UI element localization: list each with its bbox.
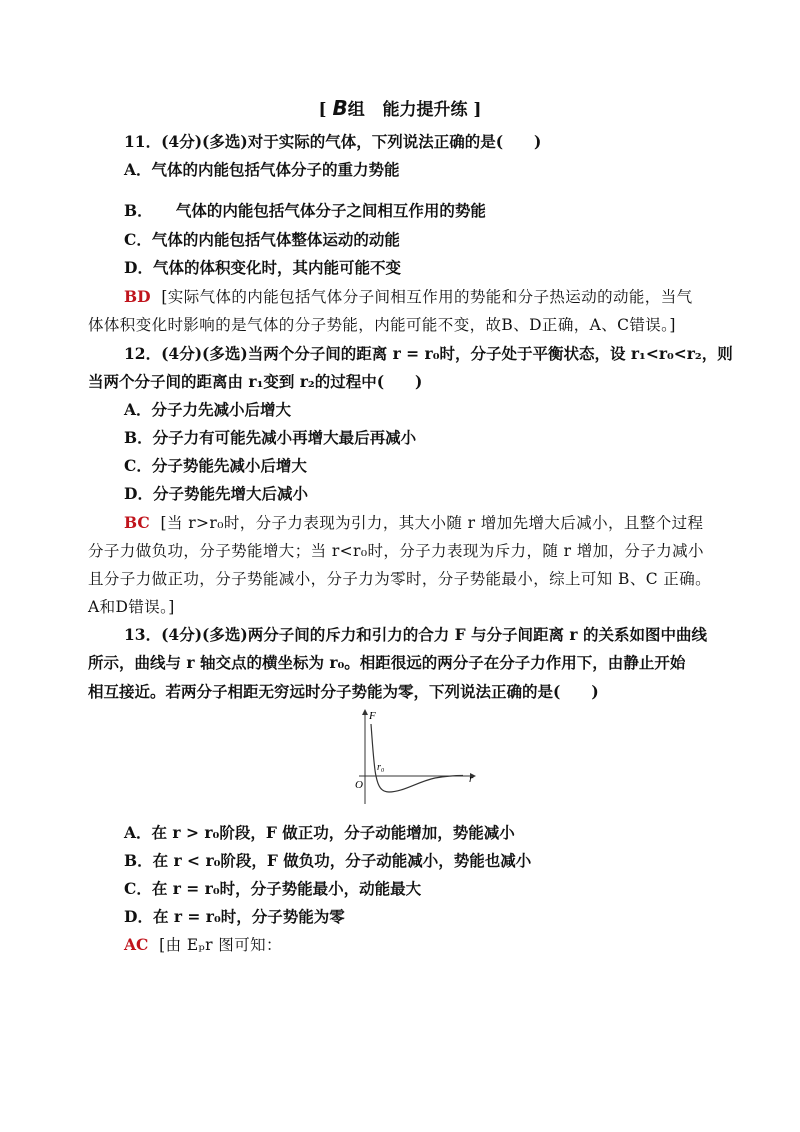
q12-stem1: 12．(4分)(多选)当两个分子间的距离 r = r₀时，分子处于平衡状态，设 r₁<r₀<r₂，则	[124, 344, 733, 363]
q13-stem3: 相互接近。若两分子相距无穷远时分子势能为零，下列说法正确的是( )	[88, 682, 599, 701]
section-title: 能力提升练	[382, 100, 468, 120]
group-letter: B	[332, 96, 348, 120]
q12-expl2: 分子力做负功，分子势能增大；当 r<r₀时，分子力表现为斥力，随 r 增加，分子力减小	[88, 542, 704, 560]
force-curve	[371, 724, 463, 792]
q13-option-b: B．在 r < r₀阶段，F 做负功，分子动能减小，势能也减小	[124, 851, 532, 870]
r0-label: r₀	[377, 762, 385, 773]
q13-option-d: D．在 r = r₀时，分子势能为零	[124, 907, 345, 926]
q11-option-c: C．气体的内能包括气体整体运动的动能	[124, 230, 400, 249]
q12-explanation-line1	[124, 512, 703, 534]
x-axis-label: r	[469, 773, 474, 785]
q11-answer: BD	[124, 287, 151, 306]
q11-expl1: [实际气体的内能包括气体分子间相互作用的势能和分子热运动的动能，当气	[161, 288, 693, 306]
q12-expl4: A和D错误。]	[88, 598, 175, 616]
q13-expl1: [由 Eₚr 图可知：	[159, 936, 282, 954]
q13-option-c: C．在 r = r₀时，分子势能最小，动能最大	[124, 879, 422, 898]
origin-label: O	[355, 779, 363, 791]
q12-option-c: C．分子势能先减小后增大	[124, 456, 307, 475]
q12-answer: BC	[124, 513, 150, 532]
q11-option-a: A．气体的内能包括气体分子的重力势能	[124, 160, 400, 179]
q12-option-d: D．分子势能先增大后减小	[124, 484, 308, 503]
y-axis-label: F	[369, 710, 376, 722]
q11-option-b: B． 气体的内能包括气体分子之间相互作用的势能	[124, 201, 486, 220]
q11-option-d: D．气体的体积变化时，其内能可能不变	[124, 258, 401, 277]
q12-expl1: [当 r>r₀时，分子力表现为引力，其大小随 r 增加先增大后减小，且整个过程	[160, 514, 704, 532]
force-distance-graph	[345, 706, 485, 810]
q12-option-a: A．分子力先减小后增大	[124, 400, 292, 419]
q11-stem: 11．(4分)(多选)对于实际的气体，下列说法正确的是( )	[124, 132, 542, 151]
q12-stem2: 当两个分子间的距离由 r₁变到 r₂的过程中( )	[88, 372, 423, 391]
q13-stem2: 所示，曲线与 r 轴交点的横坐标为 r₀。相距很远的两分子在分子力作用下，由静止开始	[88, 653, 686, 672]
q11-explanation-line1	[124, 286, 693, 308]
q12-option-b: B．分子力有可能先减小再增大最后再减小	[124, 428, 417, 447]
q13-answer: AC	[124, 935, 149, 954]
q13-stem1: 13．(4分)(多选)两分子间的斥力和引力的合力 F 与分子间距离 r 的关系如图中曲线	[124, 625, 707, 644]
bracket-open: [	[318, 100, 327, 120]
group-label: 组	[347, 100, 365, 120]
q13-option-a: A．在 r > r₀阶段，F 做正功，分子动能增加，势能减小	[124, 823, 515, 842]
q11-expl2: 体体积变化时影响的是气体的分子势能，内能可能不变，故B、D正确，A、C错误。]	[88, 316, 676, 334]
section-header	[0, 96, 800, 122]
bracket-close: ]	[473, 100, 482, 120]
q12-expl3: 且分子力做正功，分子势能减小，分子力为零时，分子势能最小，综上可知 B、C 正确。	[88, 570, 712, 588]
q13-explanation-line1	[124, 934, 282, 956]
